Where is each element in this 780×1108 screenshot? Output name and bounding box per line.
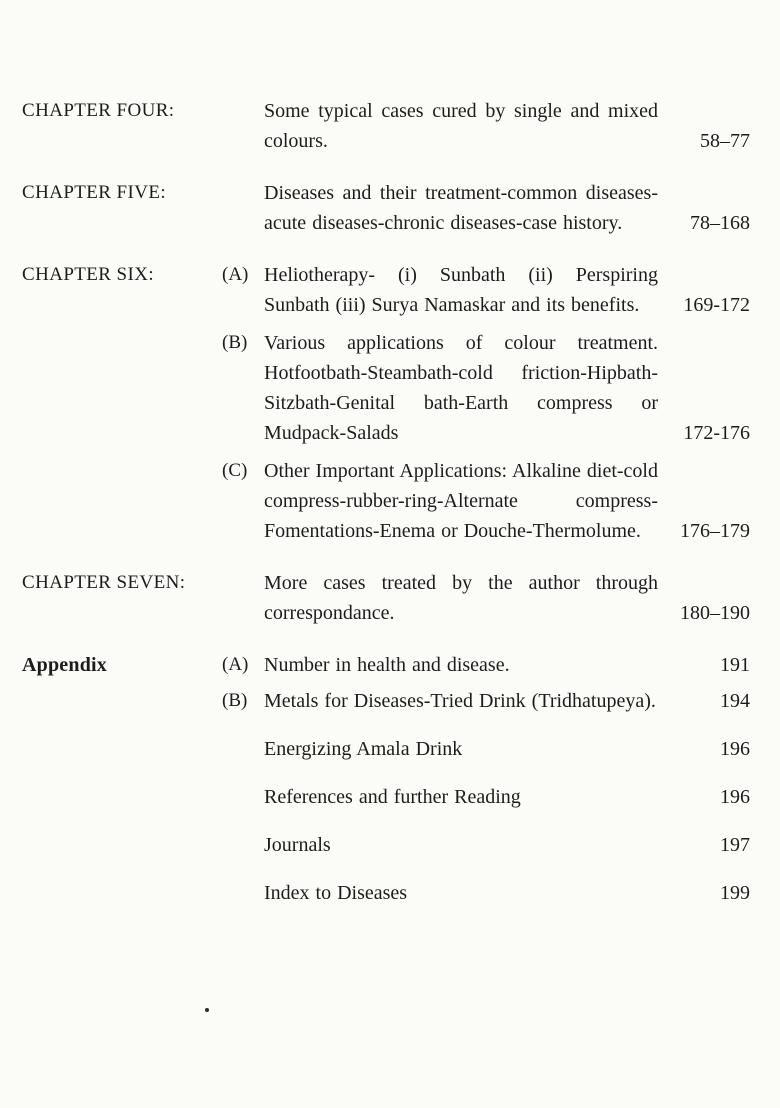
toc-entry-row: [22, 328, 750, 448]
page-range: 180–190: [680, 602, 750, 624]
section-letter: (B): [222, 690, 248, 711]
toc-entry-row: [22, 260, 750, 320]
page-range: 191: [720, 654, 750, 676]
entry-description: Metals for Diseases-Tried Drink (Tridhatupeya).: [264, 690, 656, 712]
entry-description: Various applications of colour treatment. Hotfootbath-Steambath-cold friction-Hipbath-Sitzbath-Genital bath-Earth compress or Mudpack-Salads: [264, 332, 658, 444]
page-range: 58–77: [700, 130, 750, 152]
toc-entry-row: [22, 456, 750, 546]
entry-description: References and further Reading: [264, 786, 521, 808]
section-letter: (A): [222, 264, 249, 285]
entry-description: Other Important Applications: Alkaline diet-cold compress-rubber-ring-Alternate compress-Fomentations-Enema or Douche-Thermolume.: [264, 460, 658, 542]
chapter-label: CHAPTER SIX:: [22, 264, 155, 285]
appendix-label: Appendix: [22, 654, 107, 676]
page-range: 172-176: [683, 422, 750, 444]
chapter-label: CHAPTER FOUR:: [22, 100, 175, 121]
section-letter: (B): [222, 332, 248, 353]
page-range: 196: [720, 786, 750, 808]
entry-description: Some typical cases cured by single and mixed colours.: [264, 100, 658, 152]
toc-entry-row: [22, 96, 750, 156]
page-range: 169-172: [683, 294, 750, 316]
entry-description: Energizing Amala Drink: [264, 738, 463, 760]
section-letter: (A): [222, 654, 249, 675]
entry-description: More cases treated by the author through correspondance.: [264, 572, 658, 624]
scan-artifact-dot: [205, 1008, 209, 1012]
page-range: 197: [720, 834, 750, 856]
entry-description: Journals: [264, 834, 331, 856]
entry-description: Diseases and their treatment-common diseases-acute diseases-chronic diseases-case history.: [264, 182, 658, 234]
toc-entry-row: [22, 650, 750, 680]
chapter-label: CHAPTER SEVEN:: [22, 572, 186, 593]
page-range: 194: [720, 690, 750, 712]
toc-entry-row: [22, 782, 750, 812]
toc-entry-row: [22, 878, 750, 908]
page-range: 176–179: [680, 520, 750, 542]
toc-entry-row: [22, 830, 750, 860]
toc-entry-row: [22, 178, 750, 238]
toc-entry-row: [22, 568, 750, 628]
entry-description: Heliotherapy- (i) Sunbath (ii) Perspiring Sunbath (iii) Surya Namaskar and its benefits.: [264, 264, 658, 316]
page-range: 196: [720, 738, 750, 760]
page-range: 199: [720, 882, 750, 904]
entry-description: Index to Diseases: [264, 882, 408, 904]
toc-entry-row: [22, 686, 750, 716]
page-range: 78–168: [690, 212, 750, 234]
entry-description: Number in health and disease.: [264, 654, 510, 676]
chapter-label: CHAPTER FIVE:: [22, 182, 167, 203]
toc-entry-row: [22, 734, 750, 764]
section-letter: (C): [222, 460, 248, 481]
